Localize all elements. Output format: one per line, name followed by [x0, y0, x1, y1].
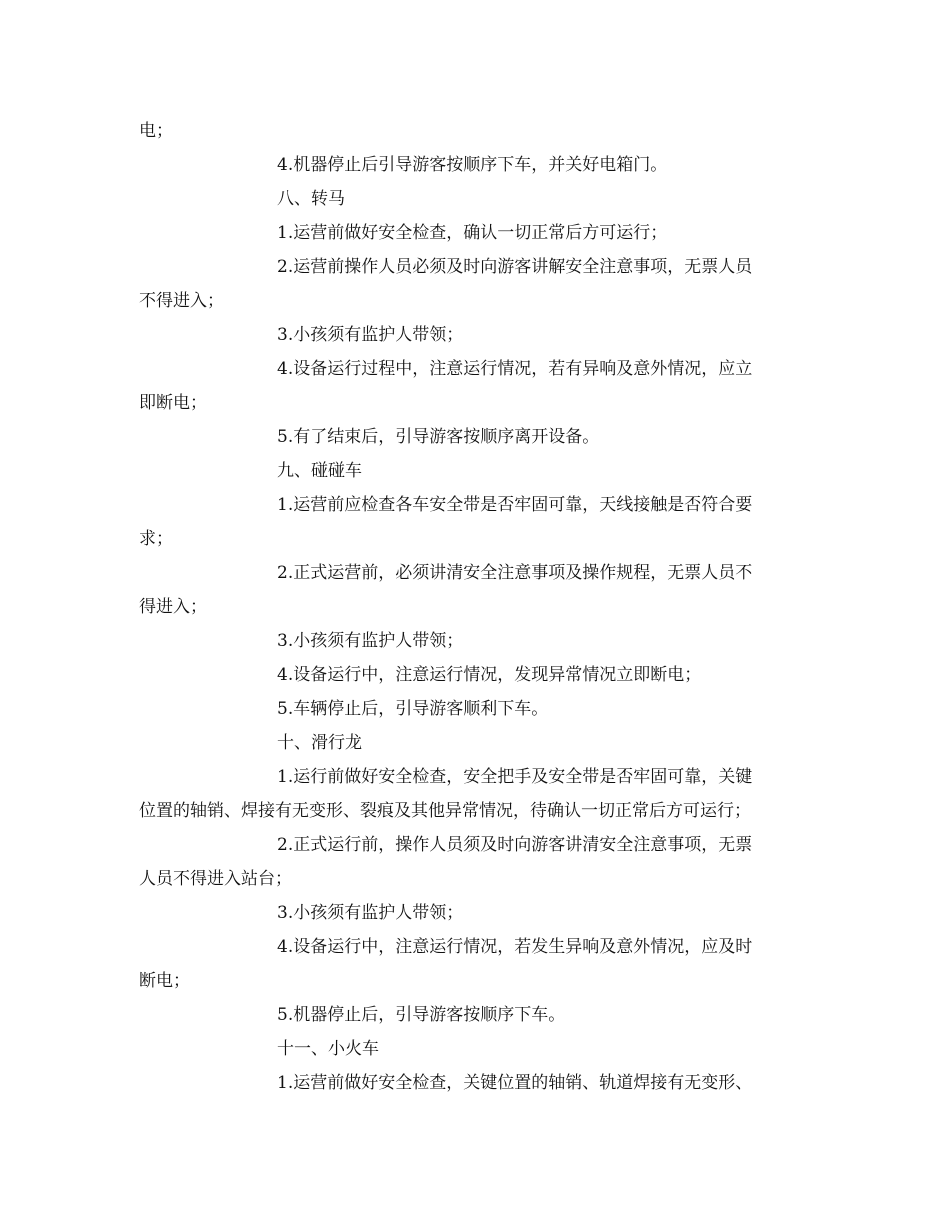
text-line: 位置的轴销、焊接有无变形、裂痕及其他异常情况，待确认一切正常后方可运行； — [139, 801, 751, 821]
document-body — [139, 114, 813, 1100]
text-line: 3.小孩须有监护人带领； — [277, 325, 464, 345]
text-line: 电； — [139, 121, 173, 141]
text-line: 3.小孩须有监护人带领； — [277, 631, 464, 651]
text-line: 3.小孩须有监护人带领； — [277, 903, 464, 923]
text-line: 1.运行前做好安全检查，安全把手及安全带是否牢固可靠，关键 — [277, 767, 753, 787]
text-line: 1.运营前做好安全检查，关键位置的轴销、轨道焊接有无变形、 — [277, 1073, 753, 1093]
text-line: 2.正式运行前，操作人员须及时向游客讲清安全注意事项，无票 — [277, 835, 753, 855]
text-line: 2.运营前操作人员必须及时向游客讲解安全注意事项，无票人员 — [277, 257, 753, 277]
text-line: 5.车辆停止后，引导游客顺利下车。 — [277, 699, 549, 719]
text-line: 不得进入； — [139, 291, 224, 311]
text-line: 2.正式运营前，必须讲清安全注意事项及操作规程，无票人员不 — [277, 563, 753, 583]
section-heading: 十、滑行龙 — [277, 733, 362, 753]
text-line: 求； — [139, 529, 173, 549]
text-line: 1.运营前做好安全检查，确认一切正常后方可运行； — [277, 223, 668, 243]
text-line: 4.机器停止后引导游客按顺序下车，并关好电箱门。 — [277, 155, 668, 175]
text-line: 5.有了结束后，引导游客按顺序离开设备。 — [277, 427, 600, 447]
section-heading: 八、转马 — [277, 189, 345, 209]
text-line: 4.设备运行中，注意运行情况，发现异常情况立即断电； — [277, 665, 702, 685]
text-line: 5.机器停止后，引导游客按顺序下车。 — [277, 1005, 566, 1025]
text-line: 1.运营前应检查各车安全带是否牢固可靠，天线接触是否符合要 — [277, 495, 753, 515]
text-line: 得进入； — [139, 597, 207, 617]
section-heading: 九、碰碰车 — [277, 461, 362, 481]
text-line: 4.设备运行过程中，注意运行情况，若有异响及意外情况，应立 — [277, 359, 753, 379]
text-line: 断电； — [139, 971, 190, 991]
text-line: 即断电； — [139, 393, 207, 413]
text-line: 人员不得进入站台； — [139, 869, 292, 889]
text-line: 4.设备运行中，注意运行情况，若发生异响及意外情况，应及时 — [277, 937, 753, 957]
section-heading: 十一、小火车 — [277, 1039, 379, 1059]
